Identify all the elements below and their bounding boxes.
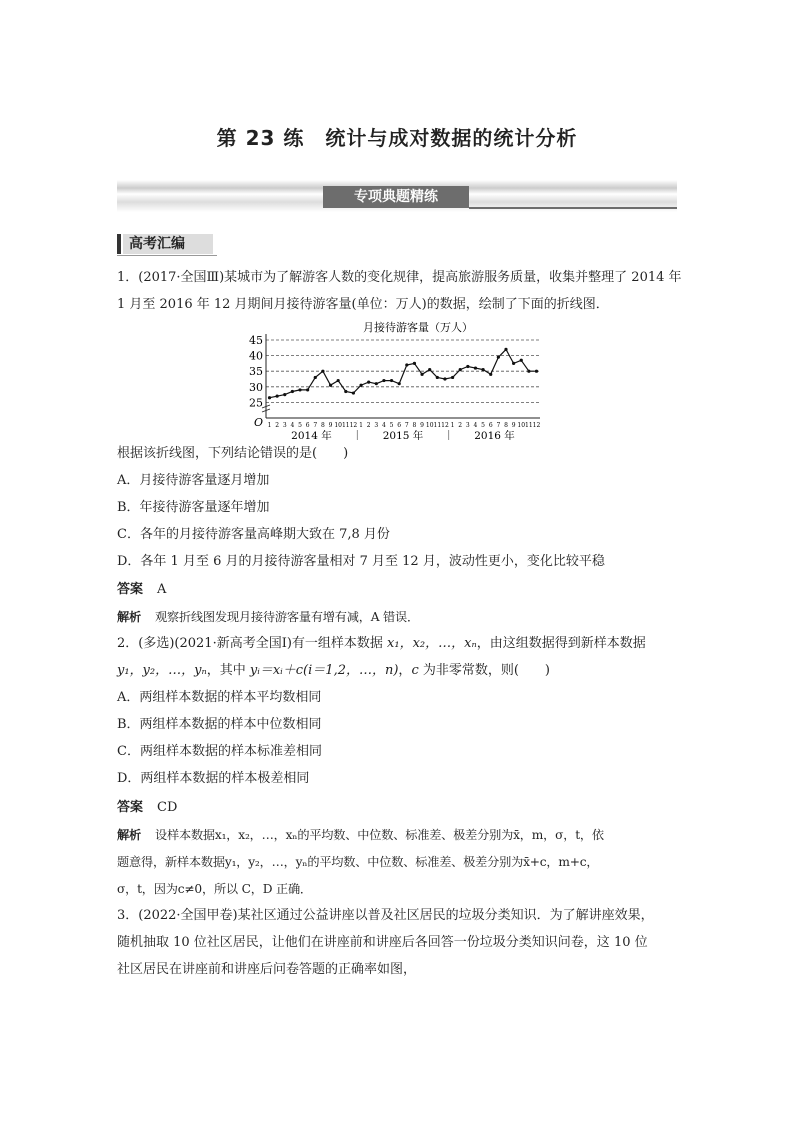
q2-option-d: D．两组样本数据的样本极差相同: [117, 771, 310, 786]
data-point: [321, 370, 324, 373]
x-tick-label: 6: [397, 422, 402, 429]
x-tick-label: 8: [412, 422, 417, 429]
x-tick-label: 7: [404, 422, 409, 429]
page-title: 第 23 练 统计与成对数据的统计分析: [216, 126, 578, 150]
data-point: [352, 391, 355, 394]
x-tick-label: 4: [473, 422, 478, 429]
x-tick-label: 12: [349, 422, 358, 429]
x-tick-label: 3: [282, 422, 287, 429]
data-point: [482, 368, 485, 371]
data-point: [382, 379, 385, 382]
q1-option-b: B．年接待游客量逐年增加: [117, 500, 270, 515]
x-tick-label: 10: [425, 422, 434, 429]
answer-label: 答案: [117, 582, 144, 597]
data-point: [466, 365, 469, 368]
q3-line-1: 3．(2022·全国甲卷)某社区通过公益讲座以普及社区居民的垃圾分类知识．为了解讲座效果，: [117, 908, 654, 923]
answer-value: CD: [157, 800, 178, 815]
data-point: [451, 376, 454, 379]
data-point: [489, 373, 492, 376]
x-tick-label: 2: [366, 422, 371, 429]
x-tick-label: 7: [313, 422, 318, 429]
answer-value: A: [157, 582, 167, 597]
data-point: [520, 359, 523, 362]
data-point: [367, 381, 370, 384]
chart-year-labels: [291, 429, 515, 440]
y-tick-label: 25: [249, 396, 263, 410]
x-tick-label: 5: [389, 422, 394, 429]
x-tick-label: 8: [504, 422, 508, 429]
data-point: [344, 390, 347, 393]
q1-option-d: D．各年 1 月至 6 月的月接待游客量相对 7 月至 12 月，波动性更小，变化比较平稳: [117, 554, 605, 569]
data-point: [276, 395, 279, 398]
x-tick-label: 1: [267, 422, 272, 429]
data-point: [527, 370, 530, 373]
chart-axes: [254, 334, 540, 429]
x-tick-label: 8: [320, 422, 325, 429]
q2-analysis-line-1: [117, 827, 677, 843]
analysis-label: 解析: [117, 828, 141, 842]
data-point: [428, 368, 431, 371]
data-point: [504, 348, 507, 351]
x-tick-label: 9: [328, 422, 333, 429]
banner-underline: [469, 207, 677, 209]
x-tick-label: 5: [298, 422, 302, 429]
data-point: [390, 379, 393, 382]
x-tick-label: 11: [341, 422, 350, 429]
q1-answer: [117, 582, 677, 598]
data-point: [337, 379, 340, 382]
y-tick-label: 30: [249, 380, 263, 394]
q1-stem: 根据该折线图，下列结论错误的是( ): [117, 446, 349, 461]
year-label: 2015 年: [382, 430, 424, 440]
data-point: [268, 396, 271, 399]
data-point: [359, 384, 362, 387]
chart-title: 月接待游客量（万人）: [363, 321, 473, 334]
x-tick-label: 11: [433, 422, 442, 429]
q2-line-2-formula: yᵢ＝xᵢ＋c(i＝1,2，…，n): [249, 663, 399, 678]
x-tick-label: 3: [374, 422, 379, 429]
series-line: [270, 349, 537, 397]
chart-gridlines: [266, 340, 540, 402]
data-point: [306, 388, 309, 391]
q2-option-c: C．两组样本数据的样本标准差相同: [117, 744, 322, 759]
data-point: [459, 368, 462, 371]
data-point: [443, 377, 446, 380]
x-tick-label: 4: [382, 422, 386, 429]
q1-line-2: 1 月至 2016 年 12 月期间月接待游客量(单位：万人)的数据，绘制了下面的折线图．: [117, 297, 609, 312]
q2-line-1-b: ，由这组数据得到新样本数据: [476, 636, 646, 651]
q3-line-2: 随机抽取 10 位社区居民，让他们在讲座前和讲座后各回答一份垃圾分类知识问卷，这 10 位: [117, 935, 648, 950]
q2-option-a: A．两组样本数据的样本平均数相同: [117, 690, 322, 705]
data-point: [405, 363, 408, 366]
x-tick-label: 4: [290, 422, 295, 429]
data-point: [497, 356, 500, 359]
data-point: [375, 382, 378, 385]
section-heading-text: 高考汇编: [123, 234, 213, 254]
data-point: [512, 362, 515, 365]
q2-line-1-vars: x₁，x₂，…，xₙ: [387, 636, 477, 651]
q2-line-1: [117, 636, 677, 652]
chart-x-ticks: [268, 422, 541, 429]
section-marker: [117, 234, 121, 254]
section-banner: [117, 180, 677, 212]
analysis-label: 解析: [117, 610, 141, 624]
x-tick-label: 10: [334, 422, 342, 429]
q1-line-1: 1．(2017·全国Ⅲ)某城市为了解游客人数的变化规律，提高旅游服务质量，收集并整理了 2014 年: [117, 270, 682, 285]
x-tick-label: 6: [488, 422, 493, 429]
x-tick-label: 12: [532, 422, 541, 429]
x-tick-label: 7: [496, 422, 501, 429]
x-tick-label: 11: [525, 422, 533, 429]
q2-answer: [117, 800, 677, 816]
q2-line-2-d: 为非零常数，则( ): [418, 663, 550, 678]
x-tick-label: 9: [420, 422, 424, 429]
q1-option-a: A．月接待游客量逐月增加: [117, 473, 270, 488]
year-label: 2016 年: [474, 430, 515, 440]
data-point: [420, 373, 423, 376]
q1-option-c: C．各年的月接待游客量高峰期大致在 7,8 月份: [117, 527, 390, 542]
x-tick-label: 6: [305, 422, 310, 429]
x-tick-label: 12: [441, 422, 449, 429]
x-tick-label: 1: [450, 422, 455, 429]
data-point: [398, 382, 401, 385]
data-point: [436, 376, 439, 379]
section-underline: [117, 255, 217, 256]
q2-option-b: B．两组样本数据的样本中位数相同: [117, 717, 322, 732]
answer-label: 答案: [117, 800, 144, 815]
data-point: [474, 366, 477, 369]
data-point: [283, 393, 286, 396]
y-tick-label: 35: [249, 365, 263, 379]
data-point: [413, 362, 416, 365]
q2-line-2-c: c: [411, 663, 419, 678]
data-point: [298, 388, 301, 391]
analysis-text: 观察折线图发现月接待游客量有增有减，A 错误．: [154, 610, 419, 624]
q2-line-2-b: ，: [398, 663, 412, 678]
q2-line-2-a: ，其中: [206, 663, 250, 678]
x-tick-label: 5: [481, 422, 486, 429]
q2-line-2-vars: y₁，y₂，…，yₙ: [117, 663, 207, 678]
x-tick-label: 2: [458, 422, 463, 429]
q2-analysis-line-2: 题意得，新样本数据y₁，y₂，…，yₙ的平均数、中位数、标准差、极差分别为x̄+c，m+c，: [117, 855, 599, 869]
data-point: [535, 370, 538, 373]
analysis-text-1: 设样本数据x₁，x₂，…，xₙ的平均数、中位数、标准差、极差分别为x̄，m，σ，t，依: [154, 828, 604, 842]
y-tick-label: 45: [249, 334, 263, 347]
x-tick-label: 1: [359, 422, 363, 429]
q2-line-1-a: 2．(多选)(2021·新高考全国Ⅰ)有一组样本数据: [117, 636, 388, 651]
x-tick-label: 3: [465, 422, 470, 429]
x-tick-label: 9: [511, 422, 516, 429]
y-tick-label: 40: [249, 349, 263, 363]
q3-line-3: 社区居民在讲座前和讲座后问卷答题的正确率如图，: [117, 962, 417, 977]
x-tick-label: 2: [275, 422, 280, 429]
data-point: [329, 384, 332, 387]
q2-line-2: [117, 663, 677, 679]
q2-analysis-line-3: σ，t，因为c≠0，所以 C，D 正确．: [117, 882, 312, 896]
x-tick-label: 10: [517, 422, 526, 429]
banner-label: 专项典题精练: [323, 186, 469, 208]
q1-analysis: [117, 609, 677, 625]
data-point: [291, 390, 294, 393]
data-point: [314, 376, 317, 379]
origin-label: O: [254, 416, 264, 429]
year-label: 2014 年: [291, 430, 332, 440]
visitor-line-chart: [240, 318, 550, 440]
chart-y-ticks: [249, 334, 263, 409]
